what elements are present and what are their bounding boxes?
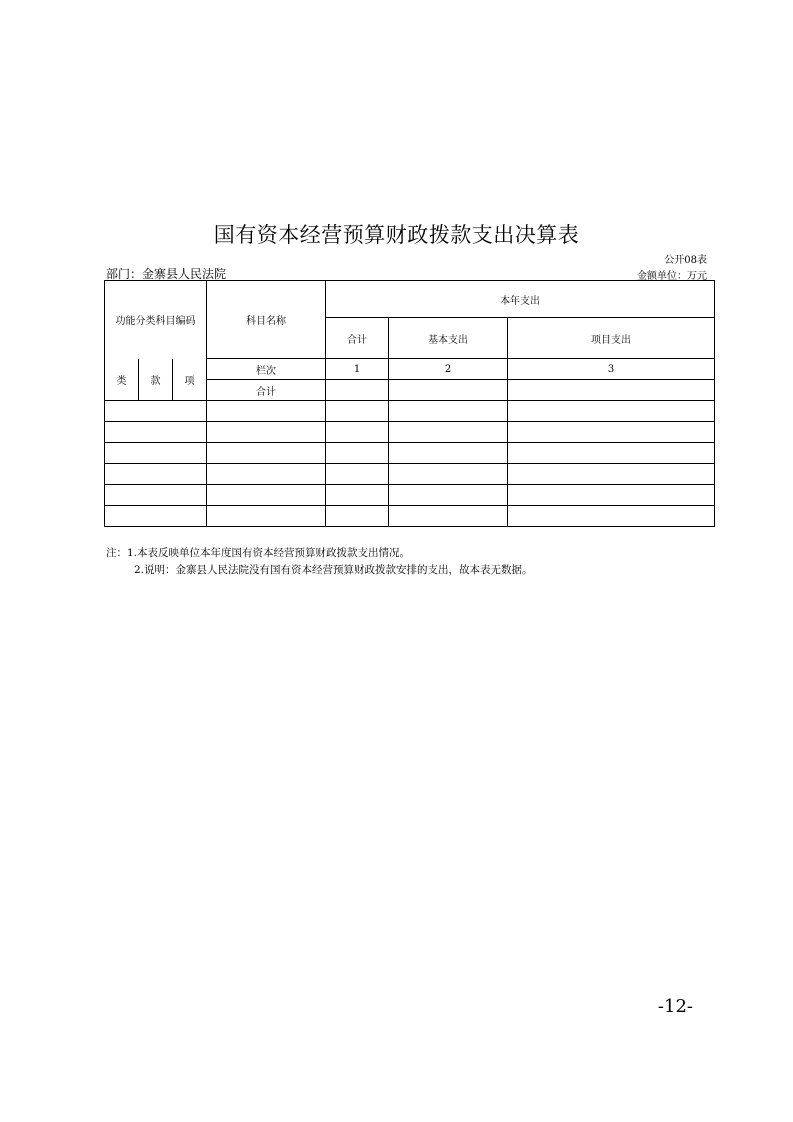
table-row xyxy=(105,401,715,422)
header-project-expenditure: 项目支出 xyxy=(508,318,715,359)
table-cell xyxy=(105,485,207,506)
note-line-2: 2.说明：金寨县人民法院没有国有资本经营预算财政拨款安排的支出，故本表无数据。 xyxy=(134,564,533,576)
row-index-2: 2 xyxy=(389,359,508,380)
table-cell xyxy=(207,401,326,422)
note-line-1: 注：1.本表反映单位本年度国有资本经营预算财政拨款支出情况。 xyxy=(106,547,411,559)
table-cell xyxy=(105,506,207,527)
row-index-1: 1 xyxy=(326,359,389,380)
table-cell xyxy=(207,422,326,443)
table-cell xyxy=(389,485,508,506)
table-cell xyxy=(389,443,508,464)
table-cell xyxy=(508,485,715,506)
table-cell xyxy=(105,401,207,422)
table-cell xyxy=(508,443,715,464)
row-total-sum xyxy=(326,380,389,401)
table-row xyxy=(105,485,715,506)
table-row xyxy=(105,464,715,485)
table-cell xyxy=(207,443,326,464)
table-row xyxy=(105,506,715,527)
form-number: 公开08表 xyxy=(664,255,707,266)
table-cell xyxy=(326,506,389,527)
row-total-project xyxy=(508,380,715,401)
table-cell xyxy=(326,443,389,464)
table-cell xyxy=(389,506,508,527)
table-cell xyxy=(207,464,326,485)
row-index-label: 栏次 xyxy=(207,359,326,380)
expenditure-table xyxy=(104,280,715,527)
table-cell xyxy=(105,443,207,464)
table-cell xyxy=(326,401,389,422)
table-cell xyxy=(207,506,326,527)
table-cell xyxy=(326,464,389,485)
department-label: 部门：金寨县人民法院 xyxy=(106,267,227,281)
table-cell xyxy=(508,464,715,485)
table-cell xyxy=(207,485,326,506)
header-basic-expenditure: 基本支出 xyxy=(389,318,508,359)
table-row xyxy=(105,443,715,464)
table-cell xyxy=(105,464,207,485)
table-cell xyxy=(508,422,715,443)
header-kuan: 款 xyxy=(139,359,173,401)
header-current-year-expenditure: 本年支出 xyxy=(326,281,715,318)
row-index-3: 3 xyxy=(508,359,715,380)
table-cell xyxy=(105,422,207,443)
header-xiang: 项 xyxy=(173,359,207,401)
header-lei: 类 xyxy=(105,359,139,401)
table-cell xyxy=(389,401,508,422)
table-notes xyxy=(106,545,533,579)
table-cell xyxy=(389,464,508,485)
page-number: -12- xyxy=(657,996,693,1017)
header-subject-name: 科目名称 xyxy=(207,281,326,359)
table-row xyxy=(105,422,715,443)
table-cell xyxy=(326,422,389,443)
table-cell xyxy=(326,485,389,506)
header-function-code: 功能分类科目编码 xyxy=(105,281,207,359)
table-cell xyxy=(508,506,715,527)
table-cell xyxy=(508,401,715,422)
amount-unit-label: 金额单位：万元 xyxy=(637,271,707,282)
header-total: 合计 xyxy=(326,318,389,359)
page-title: 国有资本经营预算财政拨款支出决算表 xyxy=(213,223,580,247)
row-total-label: 合计 xyxy=(207,380,326,401)
table-cell xyxy=(389,422,508,443)
row-total-basic xyxy=(389,380,508,401)
